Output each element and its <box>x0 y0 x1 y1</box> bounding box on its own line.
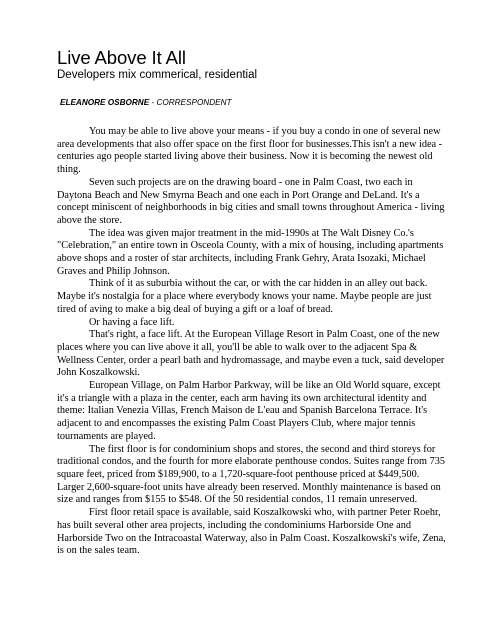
paragraph: The first floor is for condominium shops and stores, the second and third storeys for traditional condos, and the fourth for more elaborate penthouse condos. Suites range from 735 square feet, priced from $189,900, to a 1,720-square-foot penthouse priced at $449,500. Larger 2,600-square-foot units have already been reserved. Monthly maintenance is based on size and ranges from $155 to $548. Of the 50 residential condos, 11 remain unreserved. <box>57 443 446 506</box>
byline-author: ELEANORE OSBORNE <box>60 98 150 107</box>
headline: Live Above It All <box>57 47 186 68</box>
paragraph: That's right, a face lift. At the European Village Resort in Palm Coast, one of the new places where you can live above it all, you'll be able to walk over to the adjacent Spa & Wellness Center, order a pearl bath and hydromassage, and maybe even a tuck, said developer John Koszalkowski. <box>57 329 445 379</box>
subheadline: Developers mix commerical, residential <box>57 69 258 81</box>
paragraph: Seven such projects are on the drawing board - one in Palm Coast, two each in Daytona Beach and New Smyrna Beach and one each in Port Orange and DeLand. It's a concept miniscent of neighborhoods in big cities and small towns throughout America - living above the store. <box>57 176 445 226</box>
byline <box>60 97 447 108</box>
byline-role: CORRESPONDENT <box>156 98 232 107</box>
paragraph: The idea was given major treatment in the mid-1990s at The Walt Disney Co.'s "Celebration," an entire town in Osceola County, with a mix of housing, including apartments above shops and a roster of star architects, including Frank Gehry, Arata Isozaki, Michael Graves and Philip Johnson. <box>57 227 444 277</box>
paragraph: First floor retail space is available, said Koszalkowski who, with partner Peter Roehr, has built several other area projects, including the condominiums Harborside One and Harborside Two on the Intracoastal Waterway, also in Palm Coast. Koszalkowski's wife, Zena, is on the sales team. <box>57 507 446 557</box>
paragraph: You may be able to live above your means - if you buy a condo in one of several new area developments that also offer space on the first floor for businesses.This isn't a new idea - centuries ago people started living above their business. Now it is becoming the newest old thing. <box>57 126 443 176</box>
paragraph: Or having a face lift. <box>89 316 175 328</box>
paragraph: Think of it as suburbia without the car, or with the car hidden in an alley out back. Maybe it's nostalgia for a place where everybody knows your name. Maybe people are just tired of aving to make a big deal of buying a gift or a loaf of bread. <box>57 278 432 315</box>
byline-separator: - <box>149 98 157 107</box>
paragraph: European Village, on Palm Harbor Parkway, will be like an Old World square, except it's a triangle with a plaza in the center, each arm having its own architectural identity and theme: Italian Venezia Villas, French Maison de L'eau and Spanish Barcelona Terrace. It's adjacent to and encompasses the existing Palm Coast Players Club, where major tennis tournaments are played. <box>57 380 441 442</box>
article-body <box>57 126 447 558</box>
